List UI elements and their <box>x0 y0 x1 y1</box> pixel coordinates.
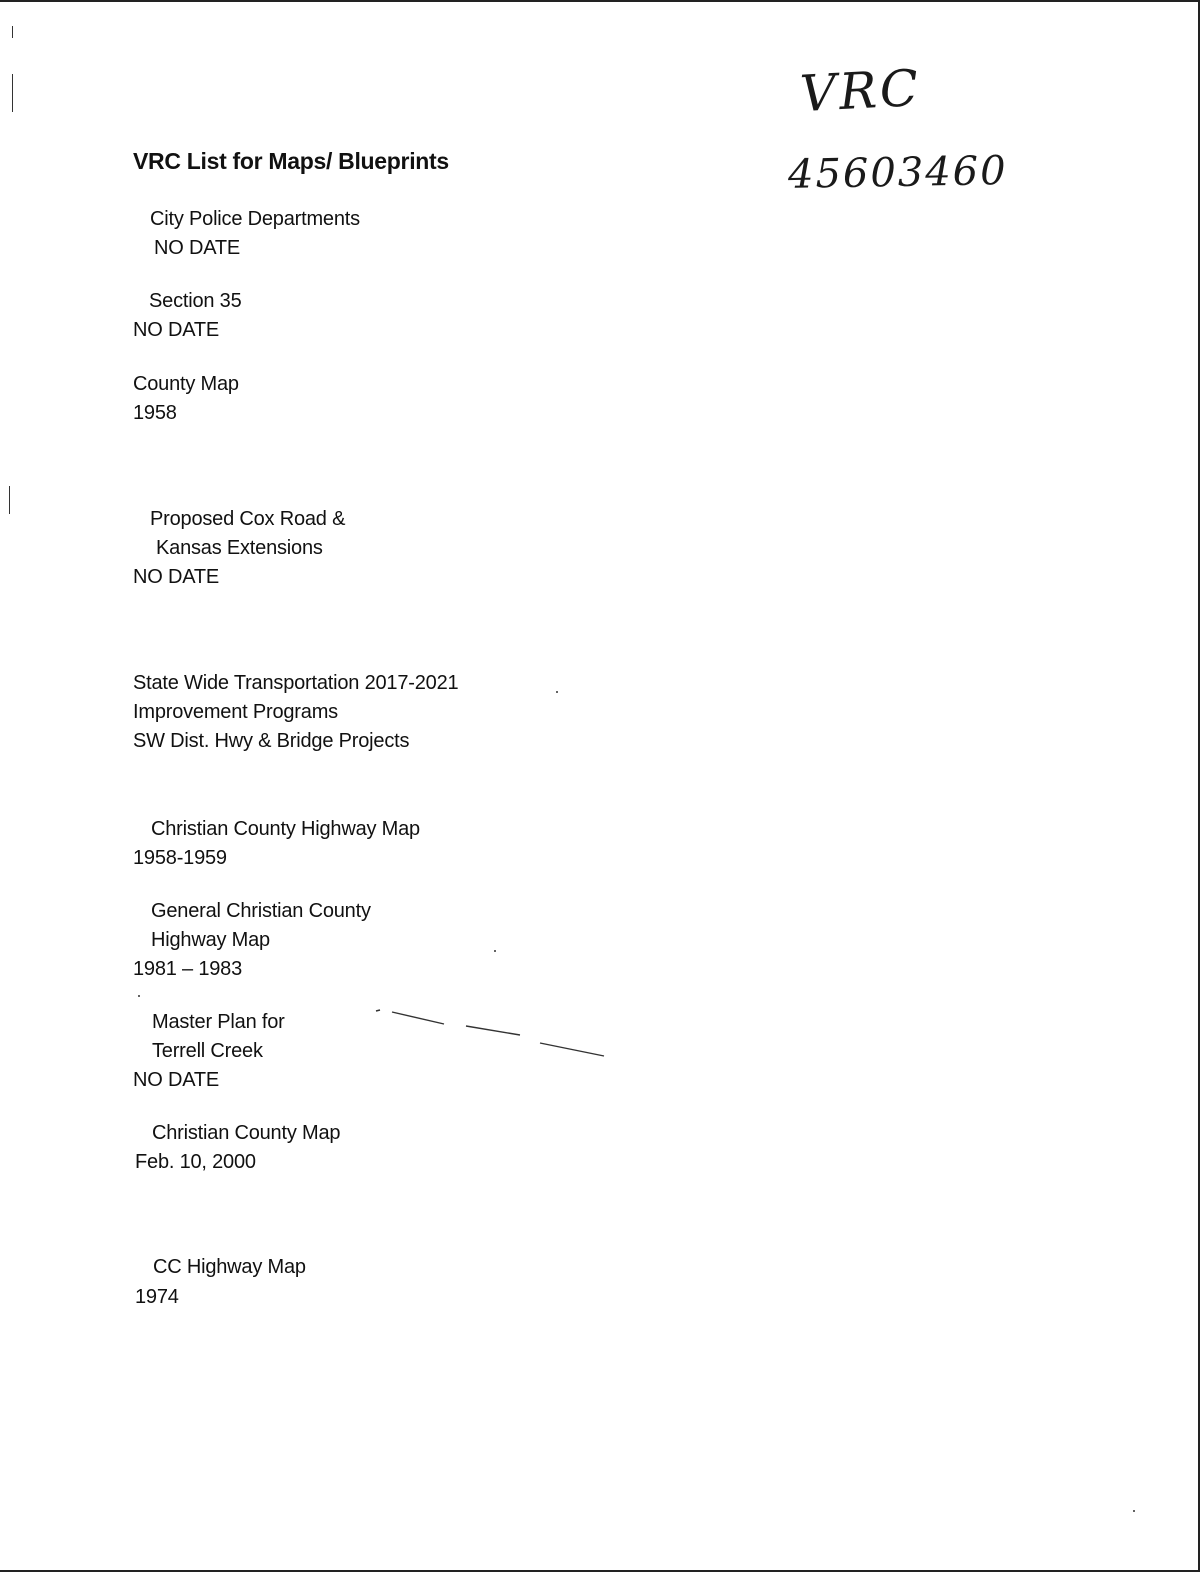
entry-date: NO DATE <box>133 1069 220 1091</box>
scan-edge-mark <box>12 74 13 112</box>
entry-line: Christian County Map <box>152 1122 341 1144</box>
entry-line: CC Highway Map <box>153 1256 306 1278</box>
entry-line: Christian County Highway Map <box>151 818 420 840</box>
entry-date: 1981 – 1983 <box>133 958 243 980</box>
stray-pen-mark <box>370 1002 610 1062</box>
entry-date: 1974 <box>135 1286 179 1308</box>
entry-line: Improvement Programs <box>133 701 338 723</box>
entry-line: Section 35 <box>149 290 242 312</box>
entry-date: NO DATE <box>133 319 220 341</box>
entry-line: Terrell Creek <box>152 1040 263 1062</box>
entry-line: General Christian County <box>151 900 371 922</box>
entry-line: SW Dist. Hwy & Bridge Projects <box>133 730 410 752</box>
entry-line: State Wide Transportation 2017-2021 <box>133 672 459 694</box>
scan-edge-mark <box>9 486 10 514</box>
entry-line: County Map <box>133 373 239 395</box>
entry-line: City Police Departments <box>150 208 360 230</box>
entry-line: Master Plan for <box>152 1011 285 1033</box>
document-title: VRC List for Maps/ Blueprints <box>133 148 449 174</box>
scan-speck <box>138 995 140 997</box>
scan-speck <box>494 950 496 952</box>
entry-date: NO DATE <box>154 237 241 259</box>
entry-date: 1958-1959 <box>133 847 227 869</box>
scan-speck <box>556 691 558 693</box>
entry-date: 1958 <box>133 402 177 424</box>
scan-speck <box>1133 1510 1135 1512</box>
handwritten-document-number: 45603460 <box>787 148 1008 198</box>
entry-date: NO DATE <box>133 566 220 588</box>
entry-line: Kansas Extensions <box>156 537 323 559</box>
handwritten-label: VRC <box>798 58 923 124</box>
scan-edge-mark <box>12 26 13 38</box>
entry-date: Feb. 10, 2000 <box>135 1151 256 1173</box>
entry-line: Proposed Cox Road & <box>150 508 346 530</box>
entry-line: Highway Map <box>151 929 270 951</box>
